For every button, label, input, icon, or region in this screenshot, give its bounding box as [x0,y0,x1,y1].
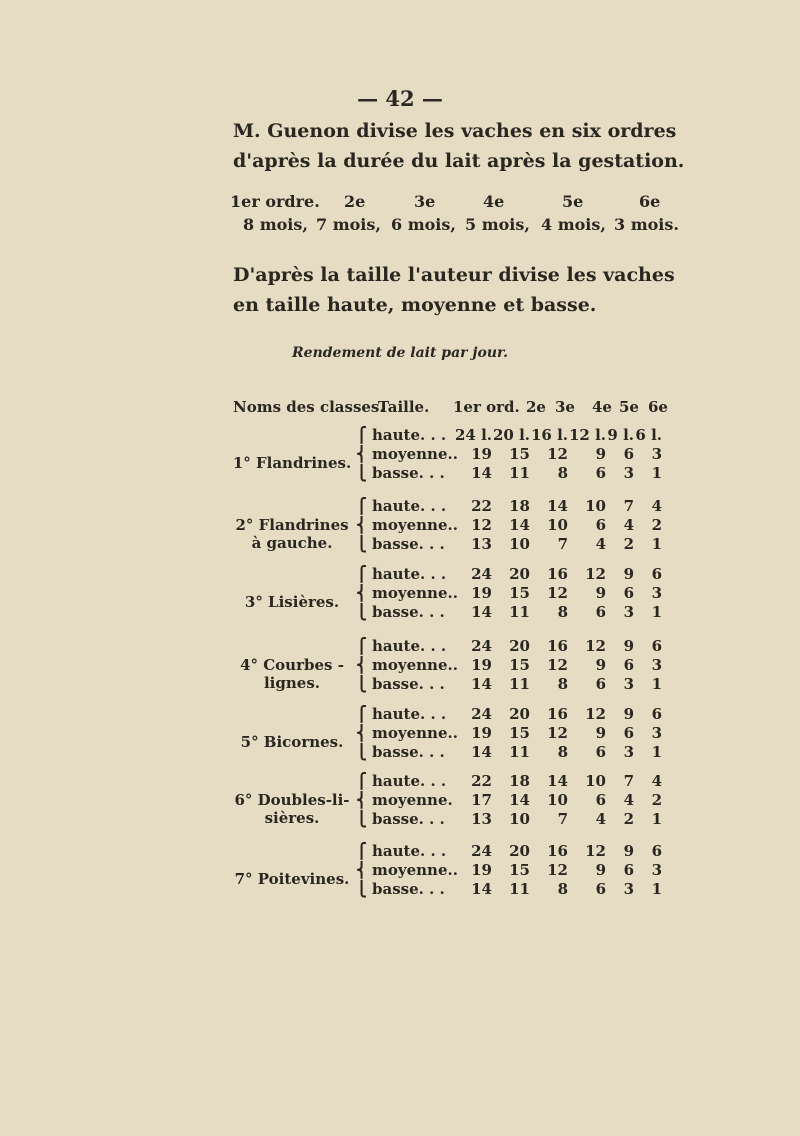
yield-value: 19 [471,724,492,742]
size-label: moyenne.. [372,516,458,534]
size-label: haute. . . [372,842,447,860]
order-duration: 6 mois, [391,215,456,234]
yield-value: 11 [509,743,530,761]
class-name: 1° Flandrines. [232,453,352,472]
yield-value: 10 [509,535,530,553]
yield-value: 3 [623,675,634,693]
yield-value: 6 [623,445,634,463]
yield-value: 6 [651,842,662,860]
intro-paragraph: M. Guenon divise les vaches en six ordres d'après la durée du lait après la gestation. [233,120,685,172]
size-label: basse. . . [372,743,445,761]
yield-value: 12 [547,445,568,463]
yield-value: 7 [557,535,568,553]
yield-value: 19 [471,445,492,463]
brace-glyph: ⎧ [356,497,368,515]
brace-glyph: ⎨ [356,861,368,879]
yield-value: 1 [651,810,662,828]
yield-value: 7 [557,810,568,828]
header-col: 3e [555,398,575,416]
yield-value: 6 [595,880,606,898]
yield-value: 13 [471,810,492,828]
yield-value: 1 [651,535,662,553]
order-duration: 7 mois, [316,215,381,234]
header-col: 4e [592,398,612,416]
yield-value: 14 [547,497,568,515]
yield-value: 3 [651,861,662,879]
yield-value: 15 [509,861,530,879]
yield-value: 16 [547,842,568,860]
yield-value: 22 [471,497,492,515]
size-label: basse. . . [372,603,445,621]
yield-value: 9 [623,842,634,860]
yield-value: 6 l. [635,426,662,444]
order-label: 6e [639,192,661,211]
size-label: moyenne.. [372,584,458,602]
yield-value: 3 [651,584,662,602]
yield-value: 14 [547,772,568,790]
brace-glyph: ⎨ [356,445,368,463]
yield-value: 8 [557,743,568,761]
yield-value: 15 [509,445,530,463]
size-label: haute. . . [372,772,447,790]
size-label: basse. . . [372,464,445,482]
yield-value: 14 [471,464,492,482]
class-name: 5° Bicornes. [240,732,344,751]
yield-value: 20 [509,705,530,723]
yield-value: 18 [509,772,530,790]
class-name: 3° Lisières. [244,592,340,611]
yield-value: 12 l. [568,426,606,444]
brace-glyph: ⎨ [356,584,368,602]
yield-value: 1 [651,675,662,693]
brace-glyph: ⎩ [356,464,368,482]
header-taille: Taille. [378,398,430,416]
yield-value: 17 [471,791,492,809]
order-label: 2e [344,192,366,211]
yield-value: 8 [557,880,568,898]
yield-value: 20 [509,637,530,655]
yield-value: 11 [509,880,530,898]
yield-value: 16 l. [530,426,568,444]
yield-value: 1 [651,603,662,621]
yield-value: 9 [623,637,634,655]
yield-value: 12 [547,861,568,879]
brace-glyph: ⎨ [356,656,368,674]
brace-glyph: ⎩ [356,880,368,898]
size-label: moyenne.. [372,445,458,463]
size-label: moyenne.. [372,861,458,879]
yield-value: 10 [547,516,568,534]
order-duration: 8 mois, [243,215,308,234]
size-label: moyenne.. [372,724,458,742]
yield-value: 6 [651,565,662,583]
yield-value: 14 [509,516,530,534]
class-name: 6° Doubles-li- sières. [234,790,350,827]
yield-value: 11 [509,464,530,482]
yield-value: 8 [557,603,568,621]
brace-glyph: ⎨ [356,724,368,742]
yield-value: 6 [623,584,634,602]
header-classes: Noms des classes. [233,398,385,416]
yield-value: 11 [509,675,530,693]
size-label: haute. . . [372,637,447,655]
brace-glyph: ⎩ [356,603,368,621]
brace-glyph: ⎩ [356,810,368,828]
brace-glyph: ⎧ [356,705,368,723]
class-name: 2° Flandrines à gauche. [235,515,349,552]
order-label: 4e [483,192,505,211]
yield-value: 6 [595,464,606,482]
yield-value: 15 [509,584,530,602]
yield-value: 6 [595,675,606,693]
order-duration: 5 mois, [465,215,530,234]
brace-glyph: ⎧ [356,565,368,583]
yield-value: 24 [471,842,492,860]
yield-value: 6 [595,516,606,534]
yield-value: 1 [651,464,662,482]
yield-value: 14 [509,791,530,809]
yield-value: 24 [471,705,492,723]
size-label: basse. . . [372,880,445,898]
size-label: haute. . . [372,705,447,723]
yield-value: 7 [623,772,634,790]
brace-glyph: ⎨ [356,791,368,809]
class-name: 7° Poitevines. [234,869,350,888]
brace-glyph: ⎨ [356,516,368,534]
yield-value: 20 l. [492,426,530,444]
brace-glyph: ⎩ [356,743,368,761]
yield-value: 4 [595,535,606,553]
yield-value: 9 [623,565,634,583]
yield-value: 12 [547,656,568,674]
yield-value: 1 [651,743,662,761]
order-label: 5e [562,192,584,211]
yield-value: 6 [623,656,634,674]
yield-value: 19 [471,584,492,602]
yield-value: 12 [547,724,568,742]
yield-value: 3 [623,880,634,898]
yield-value: 2 [623,535,634,553]
order-label: 1er ordre. [230,192,320,211]
header-col: 6e [648,398,668,416]
size-label: haute. . . [372,497,447,515]
yield-value: 3 [651,656,662,674]
yield-value: 6 [651,637,662,655]
intro-paragraph-2: D'après la taille l'auteur divise les vaches en taille haute, moyenne et basse. [233,264,675,316]
yield-value: 9 [595,724,606,742]
yield-value: 24 [471,637,492,655]
yield-value: 6 [595,603,606,621]
size-label: basse. . . [372,675,445,693]
yield-value: 9 [595,584,606,602]
yield-value: 20 [509,565,530,583]
yield-value: 14 [471,743,492,761]
yield-value: 16 [547,705,568,723]
yield-value: 6 [595,743,606,761]
yield-value: 9 [595,656,606,674]
yield-value: 12 [471,516,492,534]
order-duration: 3 mois. [614,215,679,234]
yield-value: 6 [623,861,634,879]
yield-value: 10 [585,497,606,515]
table-caption: Rendement de lait par jour. [292,345,508,361]
yield-value: 24 [471,565,492,583]
header-col: 5e [619,398,639,416]
brace-glyph: ⎩ [356,535,368,553]
yield-value: 15 [509,656,530,674]
yield-value: 4 [651,772,662,790]
yield-value: 3 [623,743,634,761]
yield-value: 6 [595,791,606,809]
yield-value: 2 [651,516,662,534]
brace-glyph: ⎩ [356,675,368,693]
brace-glyph: ⎧ [356,842,368,860]
size-label: basse. . . [372,535,445,553]
yield-value: 2 [623,810,634,828]
yield-value: 14 [471,880,492,898]
yield-value: 14 [471,603,492,621]
yield-value: 9 [623,705,634,723]
yield-value: 7 [623,497,634,515]
yield-value: 24 l. [454,426,492,444]
brace-glyph: ⎧ [356,772,368,790]
yield-value: 10 [585,772,606,790]
yield-value: 4 [595,810,606,828]
yield-value: 3 [651,724,662,742]
yield-value: 12 [585,842,606,860]
yield-value: 12 [585,565,606,583]
class-name: 4° Courbes - lignes. [240,655,344,692]
header-col: 1er ord. [453,398,520,416]
yield-value: 22 [471,772,492,790]
yield-value: 19 [471,861,492,879]
size-label: haute. . . [372,426,447,444]
yield-value: 9 l. [607,426,634,444]
order-duration: 4 mois, [541,215,606,234]
yield-value: 4 [651,497,662,515]
yield-value: 16 [547,637,568,655]
yield-value: 19 [471,656,492,674]
yield-value: 2 [651,791,662,809]
yield-value: 12 [585,705,606,723]
size-label: basse. . . [372,810,445,828]
size-label: moyenne. [372,791,453,809]
yield-value: 3 [623,603,634,621]
header-col: 2e [526,398,546,416]
yield-value: 4 [623,791,634,809]
yield-value: 10 [547,791,568,809]
yield-value: 13 [471,535,492,553]
yield-value: 11 [509,603,530,621]
size-label: haute. . . [372,565,447,583]
yield-value: 6 [651,705,662,723]
yield-value: 1 [651,880,662,898]
page-number: — 42 — [357,86,443,111]
yield-value: 6 [623,724,634,742]
yield-value: 9 [595,861,606,879]
yield-value: 12 [585,637,606,655]
yield-value: 9 [595,445,606,463]
yield-value: 10 [509,810,530,828]
yield-value: 3 [651,445,662,463]
yield-value: 20 [509,842,530,860]
yield-value: 3 [623,464,634,482]
size-label: moyenne.. [372,656,458,674]
yield-value: 12 [547,584,568,602]
brace-glyph: ⎧ [356,637,368,655]
yield-value: 8 [557,464,568,482]
yield-value: 4 [623,516,634,534]
yield-value: 16 [547,565,568,583]
brace-glyph: ⎧ [356,426,368,444]
yield-value: 14 [471,675,492,693]
yield-value: 15 [509,724,530,742]
order-label: 3e [414,192,436,211]
yield-value: 8 [557,675,568,693]
yield-value: 18 [509,497,530,515]
